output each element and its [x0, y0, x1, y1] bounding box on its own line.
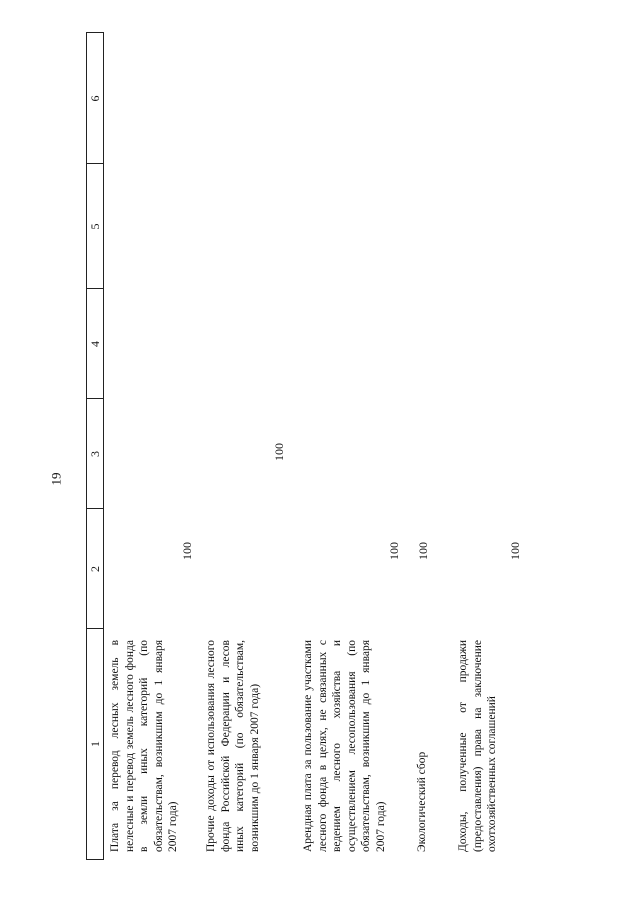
row-description: Доходы, полученные от продажи (предоставления) права на заключение охотхозяйственных соглашений [457, 640, 498, 852]
row-description: Экологический сбор [416, 751, 428, 852]
table-row [456, 32, 536, 860]
row-col2-value: 100 [508, 542, 522, 560]
header-col-1: 1 [88, 741, 102, 747]
header-col-3: 3 [88, 451, 102, 457]
table-header-row [86, 32, 104, 860]
header-col-5: 5 [88, 223, 102, 230]
row-col3-value: 100 [272, 443, 286, 461]
header-col-4: 4 [88, 341, 102, 347]
table-body [86, 32, 522, 860]
row-description: Прочие доходы от использования лесного фонда Российской Федерации и лесов иных категорий (по обязательствам, возникшим до 1 января 2007 года) [205, 640, 261, 852]
table-row [108, 32, 198, 860]
page-number: 19 [48, 472, 64, 486]
row-description: Арендная плата за пользование участками лесного фонда в целях, не связанных с ведением лесного хозяйства и осуществлением лесопользования (по обязательствам, возникшим до 1 января 2007 года) [302, 640, 387, 852]
row-col2-value: 100 [416, 542, 430, 560]
table-row [301, 32, 406, 860]
table-row [204, 32, 284, 860]
row-col2-value: 100 [387, 542, 401, 560]
row-description: Плата за перевод лесных земель в нелесные и перевод земель лесного фонда в земли иных категорий (по обязательствам, возникшим до 1 января 2007 года) [109, 640, 179, 852]
table-row [415, 32, 435, 860]
header-col-2: 2 [88, 566, 102, 572]
row-col2-value: 100 [180, 542, 194, 560]
header-col-6: 6 [88, 95, 102, 102]
